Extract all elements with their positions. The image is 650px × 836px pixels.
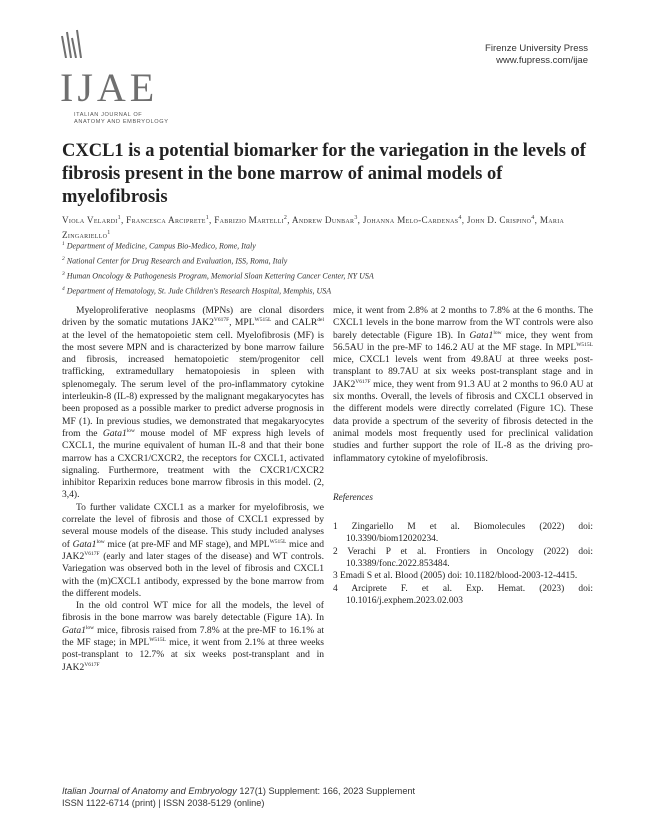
author: Maria Zingariello$^1$: [62, 215, 565, 240]
publisher-info: [485, 43, 588, 67]
footer-citation: Italian Journal of Anatomy and Embryology 127(1) Supplement: 166, 2023 Supplement: [62, 786, 416, 796]
affiliations: [62, 238, 590, 297]
reference-item: 1 Zingariello M et al. Biomolecules (2022) doi: 10.3390/biom12020234.: [333, 522, 593, 545]
reference-item: 2 Verachi P et al. Frontiers in Oncology (2022) doi: 10.3389/fonc.2022.853484.: [333, 546, 593, 570]
footer-issn: ISSN 1122-6714 (print) | ISSN 2038-5129 (online): [62, 798, 265, 808]
paragraph-results-start: In the old control WT mice for all the models, the level of fibrosis in the bone marrow was barely detectable (Figure 1A). In $Gata1^{low}$ mice, fibrosis raised from 7.8% at the pre-MF to 16.1% at the MF stage; in $MPL^{W515L}$ mice, it went from 2.1% at three weeks post-transplant to 12.7% at six weeks post-transplant and in $JAK2^{V617F}$: [62, 600, 324, 673]
paragraph-methods: To further validate CXCL1 as a marker for myelofibrosis, we correlate the level of fibrosis and those of CXCL1 expressed by several mouse models of the disease. This study included analyses of $Gata1^{low}$ mice (at pre-MF and MF stage), and $MPL^{W515L}$ mice and $JAK2^{V617F}$ (early and later stages of the disease) and WT controls. Variegation was observed both in the level of fibrosis and CXCL1 with the (m)CXCL1 antibody, expressed by the bone marrow from the different models.: [62, 501, 324, 599]
paragraph-results-continued: mice, it went from 2.8% at 2 months to 7.8% at the 6 months. The CXCL1 levels in the bone marrow from the WT controls were also barely detectable (Figure 1B). In $Gata1^{low}$ mice, they went from 56.5AU in the pre-MF to 146.2 AU at the MF stage. In $MPL^{W515L}$ mice, CXCL1 levels went from 49.8AU at three weeks post-transplant to 89.7AU at six weeks post-transplant stage and in $JAK2^{V617F}$ mice, they went from 91.3 AU at 2 months to 96.0 AU at six months. Overall, the levels of fibrosis and CXCL1 observed in the different models were directly correlated (Figure 1C). These data provide a spectrum of the severity of fibrosis detected in the animal models most frequently used for preclinical validation studies and further support the role of IL-8 as the driving pro-inflammatory cytokine of myelofibrosis.: [333, 305, 593, 464]
affiliation: $^1$ Department of Medicine, Campus Bio-Medico, Rome, Italy: [62, 241, 256, 251]
journal-logo: [60, 28, 180, 125]
logo-bars-icon: [60, 28, 82, 58]
publisher-url[interactable]: www.fupress.com/ijae: [496, 55, 588, 66]
paragraph-intro: Myeloproliferative neoplasms (MPNs) are clonal disorders driven by the somatic mutations $JAK2^{V617F}$, $MPL^{W515L}$ and $CALR^{del}$ at the level of the hematopoietic stem cell. Myelofibrosis (MF) is the most severe MPN and is characterized by bone marrow failure and fibrosis, increased hematopoietic stem/progenitor cell trafficking, extramedullary hematopoiesis in spleen with splenomegaly. The serum level of the pro-inflammatory cytokine interleukin-8 (IL-8) expressed by the malignant megakaryocytes has been proposed as a possible marker to predict adverse prognosis in MF (1). In previous studies, we demonstrated that megakaryocytes from the $Gata1^{low}$ mouse model of MF express high levels of CXCL1, the murine equivalent of human IL-8 and that their bone marrow has a CXCR1/CXCR2, the receptors for CXCL1, activated signaling. Furthermore, treatment with the CXCR1/CXCR2 inhibitor Reparixin reduces bone marrow fibrosis in this model. (2, 3,4).: [62, 305, 324, 501]
references-heading: References: [333, 491, 373, 502]
paper-title: CXCL1 is a potential biomarker for the variegation in the levels of fibrosis present in the bone marrow of animal models of myelofibrosis: [62, 141, 586, 207]
author: Johanna Melo-Cardenas$^4$,: [362, 215, 467, 226]
author: John D. Crispino$^4$,: [466, 215, 540, 226]
body-column-right: [333, 305, 593, 607]
affiliation: $^3$ Human Oncology & Pathogenesis Program, Memorial Sloan Kettering Cancer Center, NY USA: [62, 270, 374, 281]
logo-mark: IJAE: [60, 28, 180, 108]
reference-item: 4 Arciprete F. et al. Exp. Hemat. (2023) doi: 10.1016/j.exphem.2023.02.003: [333, 583, 593, 606]
author: Andrew Dunbar$^3$,: [291, 215, 363, 226]
affiliation: $^4$ Department of Hematology, St. Jude Children's Research Hospital, Memphis, USA: [62, 285, 332, 296]
page-footer: [62, 785, 415, 809]
logo-subtitle-1: ITALIAN JOURNAL OF: [74, 112, 143, 118]
affiliation: $^2$ National Center for Drug Research and Evaluation, ISS, Roma, Italy: [62, 255, 288, 266]
publisher-name: Firenze University Press: [485, 43, 588, 54]
author: Fabrizio Martelli$^2$,: [214, 215, 292, 226]
reference-item: 3 Emadi S et al. Blood (2005) doi: 10.1182/blood-2003-12-4415.: [333, 571, 578, 582]
author: Francesca Arciprete$^1$,: [126, 215, 215, 226]
author: Viola Velardi$^1$,: [62, 215, 127, 226]
author-list: [62, 212, 590, 241]
logo-subtitle-2: ANATOMY AND EMBRYOLOGY: [74, 119, 169, 125]
footer-journal-name: Italian Journal of Anatomy and Embryology: [62, 786, 237, 796]
body-column-left: [62, 305, 324, 674]
